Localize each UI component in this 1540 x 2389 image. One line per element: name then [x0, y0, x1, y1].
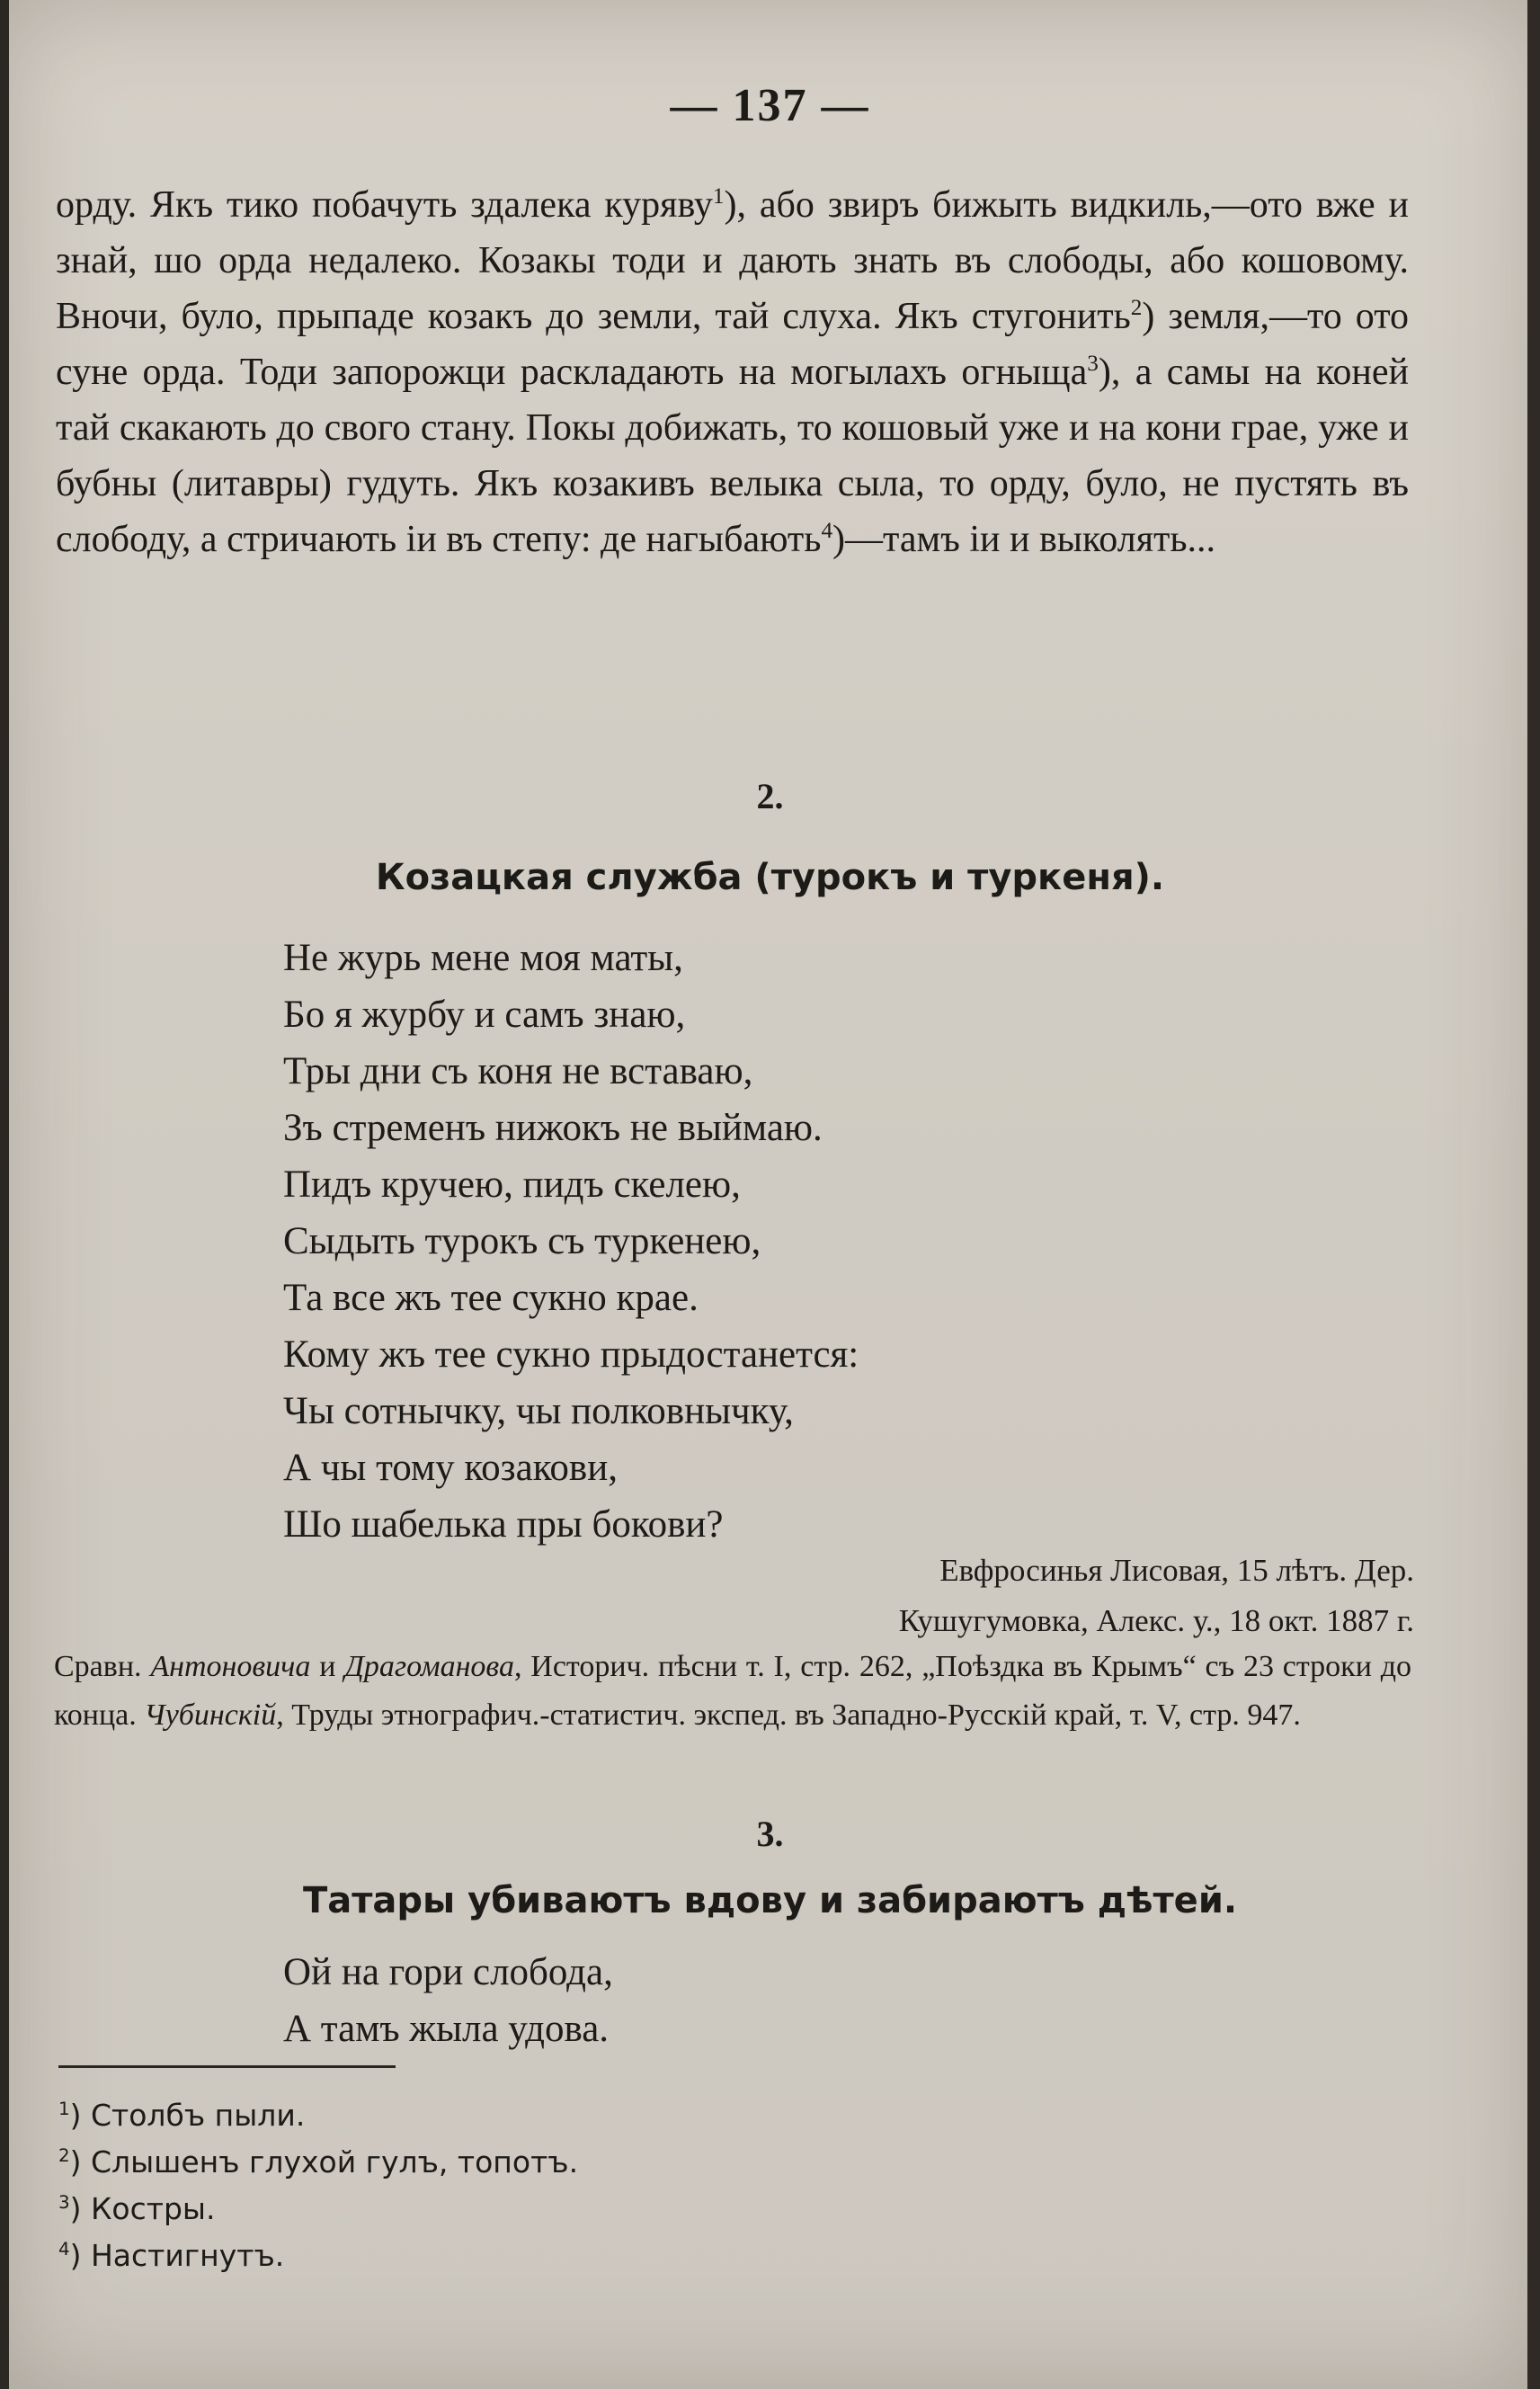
- verse-line: Бо я журбу и самъ знаю,: [283, 994, 686, 1036]
- footnotes: [58, 2092, 957, 2279]
- page-edge-left: [0, 0, 9, 2389]
- section-number: 3.: [756, 1814, 784, 1854]
- footnote: $^2$) Слышенъ глухой гулъ, топотъ.: [58, 2144, 579, 2180]
- section-number: 2.: [756, 776, 784, 816]
- page-edge-right: [1527, 0, 1540, 2389]
- verse-line: Чы сотнычку, чы полковнычку,: [283, 1390, 794, 1432]
- verse-line: Пидъ кручею, пидъ скелею,: [283, 1163, 741, 1206]
- prose-text: орду. Якъ тико побачуть здалека куряву$^1$), або звиръ бижыть видкиль,—ото вже и знай, шо орда недалеко. Козакы тоди и дають знать въ слободы, або кошовому. Вночи, було, прыпаде козакъ до земли, тай слуха. Якъ стугонить$^2$) земля,—то ото суне орда. Тоди запорожци раскладають на могылахъ огныща$^3$), а самы на коней тай скакають до свого стану. Покы добижать, то кошовый уже и на кони грае, уже и бубны (литавры) гудуть. Якъ козакивъ велыка сыла, то орду, було, не пустять въ слободу, а стричають іи въ степу: де нагыбають$^4$)—тамъ іи и выколять...: [56, 184, 1409, 560]
- verse-line: Зъ стременъ нижокъ не выймаю.: [283, 1107, 823, 1149]
- footnote-ref: 2: [1130, 296, 1143, 320]
- verse-block: [283, 1944, 1362, 2057]
- section-title: Козацкая служба (турокъ и туркеня).: [375, 857, 1165, 898]
- attribution-line: Кушугумовка, Алекс. у., 18 окт. 1887 г.: [898, 1603, 1414, 1638]
- verse-line: Не журь мене моя маты,: [283, 937, 683, 979]
- footnote-rule: [58, 2065, 396, 2068]
- verse-line: Кому жъ тее сукно прыдостанется:: [283, 1333, 859, 1376]
- attribution: [899, 1546, 1414, 1646]
- footnote-ref: 1: [712, 184, 725, 209]
- footnote-ref: 4: [821, 519, 833, 543]
- footnote: $^4$) Настигнутъ.: [58, 2238, 285, 2273]
- verse-block: [283, 930, 1362, 1553]
- verse-line: А тамъ жыла удова.: [283, 2008, 610, 2050]
- verse-line: Тры дни съ коня не вставаю,: [283, 1050, 753, 1092]
- page-number: — 137 —: [670, 80, 870, 131]
- verse-line: Шо шабелька пры бокови?: [283, 1503, 724, 1546]
- comparison-note: Сравн. Антоновича и Драгоманова, Историч. пѣсни т. I, стр. 262, „Поѣздка въ Крымъ“ съ 23 строки до конца. Чубинскій, Труды этнографич.-статистич. экспед. въ Западно-Русскій край, т. V, стр. 947.: [54, 1650, 1412, 1732]
- attribution-line: Евфросинья Лисовая, 15 лѣтъ. Дер.: [939, 1553, 1414, 1588]
- verse-line: Сыдыть турокъ съ туркенею,: [283, 1220, 761, 1262]
- verse-line: Та все жъ тее сукно крае.: [283, 1277, 699, 1319]
- prose-paragraph: [56, 177, 1409, 567]
- verse-line: А чы тому козакови,: [283, 1447, 618, 1489]
- footnote: $^3$) Костры.: [58, 2191, 216, 2226]
- footnote: $^1$) Столбъ пыли.: [58, 2098, 306, 2133]
- footnote-ref: 3: [1087, 352, 1099, 376]
- section-title: Татары убиваютъ вдову и забираютъ дѣтей.: [302, 1880, 1238, 1921]
- verse-line: Ой на гори слобода,: [283, 1951, 613, 1993]
